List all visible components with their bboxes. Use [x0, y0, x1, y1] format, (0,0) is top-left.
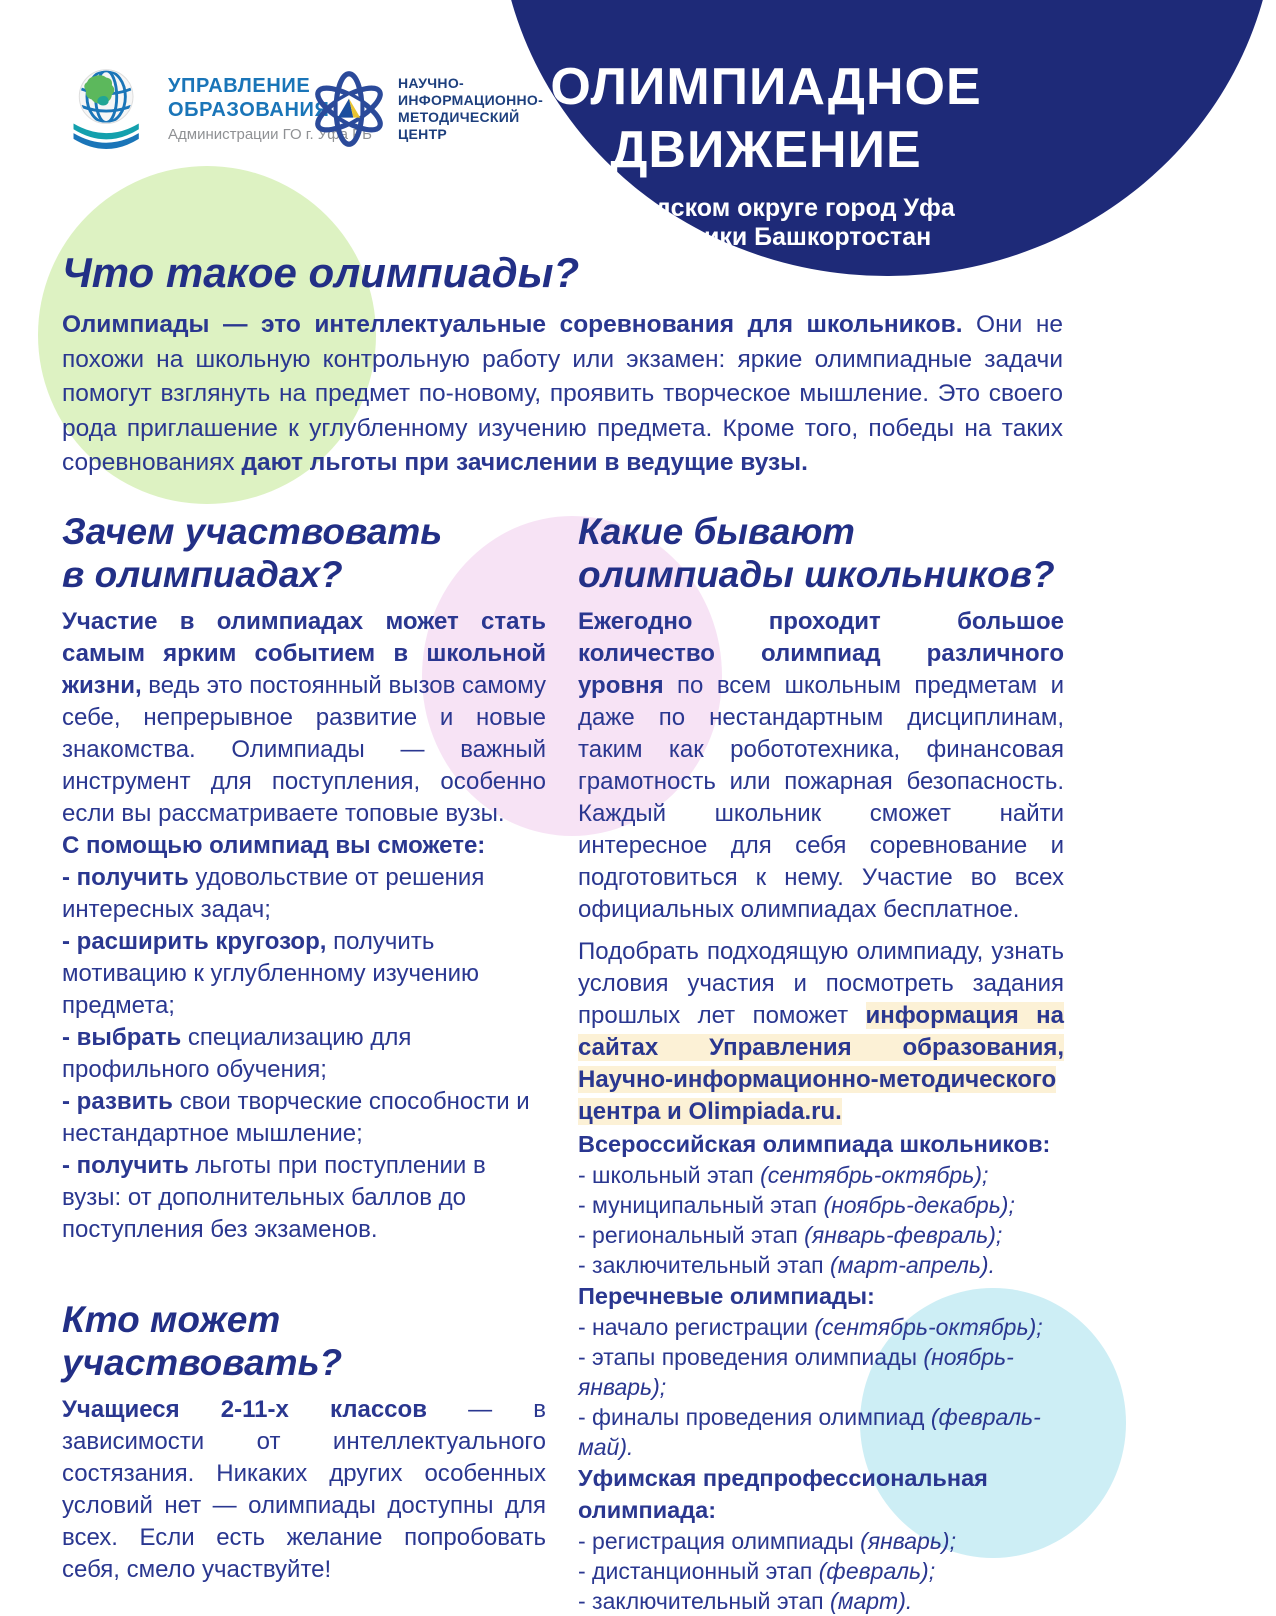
group-item-text: - школьный этап: [578, 1162, 761, 1188]
why-heading-line1: Зачем участвовать: [62, 511, 443, 552]
banner-subtitle: [520, 194, 1012, 252]
olympiad-group: [578, 1128, 1064, 1280]
group-item-dates: (март-апрель).: [830, 1252, 995, 1278]
group-item-text: - заключительный этап: [578, 1588, 831, 1614]
who-bold-lead: Учащиеся 2-11-х классов: [62, 1396, 427, 1423]
group-item-dates: (ноябрь-январь);: [578, 1344, 1014, 1400]
list-item-bold: - получить: [62, 1152, 189, 1179]
kinds-paragraph-2: [578, 936, 1064, 1128]
group-item-text: - заключительный этап: [578, 1252, 831, 1278]
group-item-dates: (сентябрь-октябрь);: [814, 1314, 1043, 1340]
group-item: [578, 1556, 1064, 1586]
banner-subtitle-line1: в городском округе город Уфа: [577, 194, 955, 222]
list-item-text: специализацию для профильного обучения;: [62, 1024, 412, 1083]
group-item-dates: (февраль-май).: [578, 1404, 1041, 1460]
kinds-text-1: по всем школьным предметам и даже по нестандартным дисциплинам, таким как робототехника, финансовая грамотность или пожарная безопасность. Каждый школьник сможет найти интересное для себя соревнование и подготовиться к нему. Участие во всех официальных олимпиадах бесплатное.: [578, 672, 1064, 923]
why-text: ведь это постоянный вызов самому себе, непрерывное развитие и новые знакомства. Олимпиады — важный инструмент для поступления, особенно если вы рассматриваете топовые вузы.: [62, 672, 546, 827]
olympiad-group: [578, 1280, 1064, 1462]
list-item: [62, 862, 546, 926]
list-item: [62, 1086, 546, 1150]
intro-heading: Что такое олимпиады?: [62, 249, 580, 296]
kinds-heading-line1: Какие бывают: [578, 511, 855, 552]
olympiad-group: [578, 1462, 1064, 1616]
group-item-dates: (январь);: [860, 1528, 956, 1554]
list-item-text: удовольствие от решения интересных задач;: [62, 864, 485, 923]
list-item: [62, 1150, 546, 1246]
atom-logo-icon: [306, 62, 392, 156]
nimc-title-line3: МЕТОДИЧЕСКИЙ: [398, 109, 520, 125]
why-section: [62, 510, 546, 1586]
banner: [520, 56, 1012, 252]
list-item-text: свои творческие способности и нестандартное мышление;: [62, 1088, 530, 1147]
group-item-dates: (январь-февраль);: [804, 1222, 1003, 1248]
kinds-highlighted-text: информация на сайтах Управления образования, Научно-информационно-методического центра и Olimpiada.ru.: [578, 1002, 1064, 1125]
group-item: [578, 1190, 1064, 1220]
banner-subtitle-line2: Республики Башкортостан: [600, 223, 932, 251]
group-title: Перечневые олимпиады:: [578, 1283, 875, 1309]
list-item: [62, 1022, 546, 1086]
group-item-dates: (ноябрь-декабрь);: [823, 1192, 1015, 1218]
kinds-heading-line2: олимпиады школьников?: [578, 554, 1055, 595]
nimc-title-line2: ИНФОРМАЦИОННО-: [398, 92, 544, 108]
who-heading-line2: участвовать?: [62, 1342, 343, 1383]
group-item-text: - муниципальный этап: [578, 1192, 824, 1218]
intro-paragraph: [62, 308, 1063, 481]
group-item: [578, 1250, 1064, 1280]
who-heading: [62, 1298, 546, 1384]
list-item-bold: - выбрать: [62, 1024, 182, 1051]
who-paragraph: [62, 1394, 546, 1586]
list-item-bold: - развить: [62, 1088, 173, 1115]
why-list-intro: С помощью олимпиад вы сможете:: [62, 832, 486, 859]
banner-title-line1: ОЛИМПИАДНОЕ: [550, 58, 982, 116]
group-item: [578, 1342, 1064, 1402]
group-item: [578, 1526, 1064, 1556]
banner-title-line2: ДВИЖЕНИЕ: [610, 121, 922, 179]
intro-bold-tail: дают льготы при зачислении в ведущие вузы.: [241, 449, 808, 476]
who-heading-line1: Кто может: [62, 1299, 281, 1340]
group-item: [578, 1402, 1064, 1462]
group-item: [578, 1220, 1064, 1250]
group-item-text: - региональный этап: [578, 1222, 805, 1248]
nimc-title-line1: НАУЧНО-: [398, 75, 464, 91]
group-item-text: - финалы проведения олимпиад: [578, 1404, 931, 1430]
nimc-logo-title: [398, 75, 543, 143]
nimc-title-line4: ЦЕНТР: [398, 126, 448, 142]
why-heading-line2: в олимпиадах?: [62, 554, 343, 595]
uo-logo-subtitle: Администрации ГО г. Уфа РБ: [168, 126, 373, 143]
kinds-section: [578, 510, 1064, 1616]
intro-text: Они не похожи на школьную контрольную работу или экзамен: яркие олимпиадные задачи помогут взглянуть на предмет по-новому, проявить творческое мышление. Это своего рода приглашение к углубленному изучению предмета. Кроме того, победы на таких соревнованиях: [62, 311, 1064, 476]
group-title: Уфимская предпрофессиональная олимпиада:: [578, 1465, 988, 1523]
list-item-text: льготы при поступлении в вузы: от дополнительных баллов до поступления без экзаменов.: [62, 1152, 486, 1243]
list-item: [62, 926, 546, 1022]
group-item: [578, 1586, 1064, 1616]
kinds-bold-lead: Ежегодно проходит большое количество олимпиад различного уровня: [578, 608, 1064, 699]
banner-title: [520, 56, 1012, 182]
group-item-text: - начало регистрации: [578, 1314, 815, 1340]
group-item-text: - регистрация олимпиады: [578, 1528, 861, 1554]
group-item-text: - этапы проведения олимпиады: [578, 1344, 924, 1370]
kinds-text-2: Подобрать подходящую олимпиаду, узнать условия участия и посмотреть задания прошлых лет поможет: [578, 938, 1064, 1029]
group-item-text: - дистанционный этап: [578, 1558, 819, 1584]
list-item-bold: - расширить кругозор,: [62, 928, 327, 955]
why-heading: [62, 510, 546, 596]
intro-bold-lead: Олимпиады — это интеллектуальные соревнования для школьников.: [62, 311, 963, 338]
list-item-bold: - получить: [62, 864, 189, 891]
group-item-dates: (февраль);: [818, 1558, 936, 1584]
who-text: — в зависимости от интеллектуального состязания. Никаких других особенных условий нет — олимпиады доступны для всех. Если есть желание попробовать себя, смело участвуйте!: [62, 1396, 546, 1583]
globe-book-logo-icon: [62, 60, 158, 164]
group-title: Всероссийская олимпиада школьников:: [578, 1131, 1051, 1157]
group-item: [578, 1160, 1064, 1190]
why-bold-lead: Участие в олимпиадах может стать самым ярким событием в школьной жизни,: [62, 608, 546, 699]
nimc-logo: [306, 62, 543, 156]
uo-title-line2: ОБРАЗОВАНИЯ: [168, 99, 330, 121]
kinds-heading: [578, 510, 1064, 596]
intro-section: [62, 250, 1063, 481]
why-paragraph: [62, 606, 546, 830]
list-item-text: получить мотивацию к углубленному изучению предмета;: [62, 928, 479, 1019]
group-item-dates: (март).: [830, 1588, 913, 1614]
kinds-paragraph-1: [578, 606, 1064, 926]
uo-title-line1: УПРАВЛЕНИЕ: [168, 75, 311, 97]
group-item: [578, 1312, 1064, 1342]
group-item-dates: (сентябрь-октябрь);: [760, 1162, 989, 1188]
